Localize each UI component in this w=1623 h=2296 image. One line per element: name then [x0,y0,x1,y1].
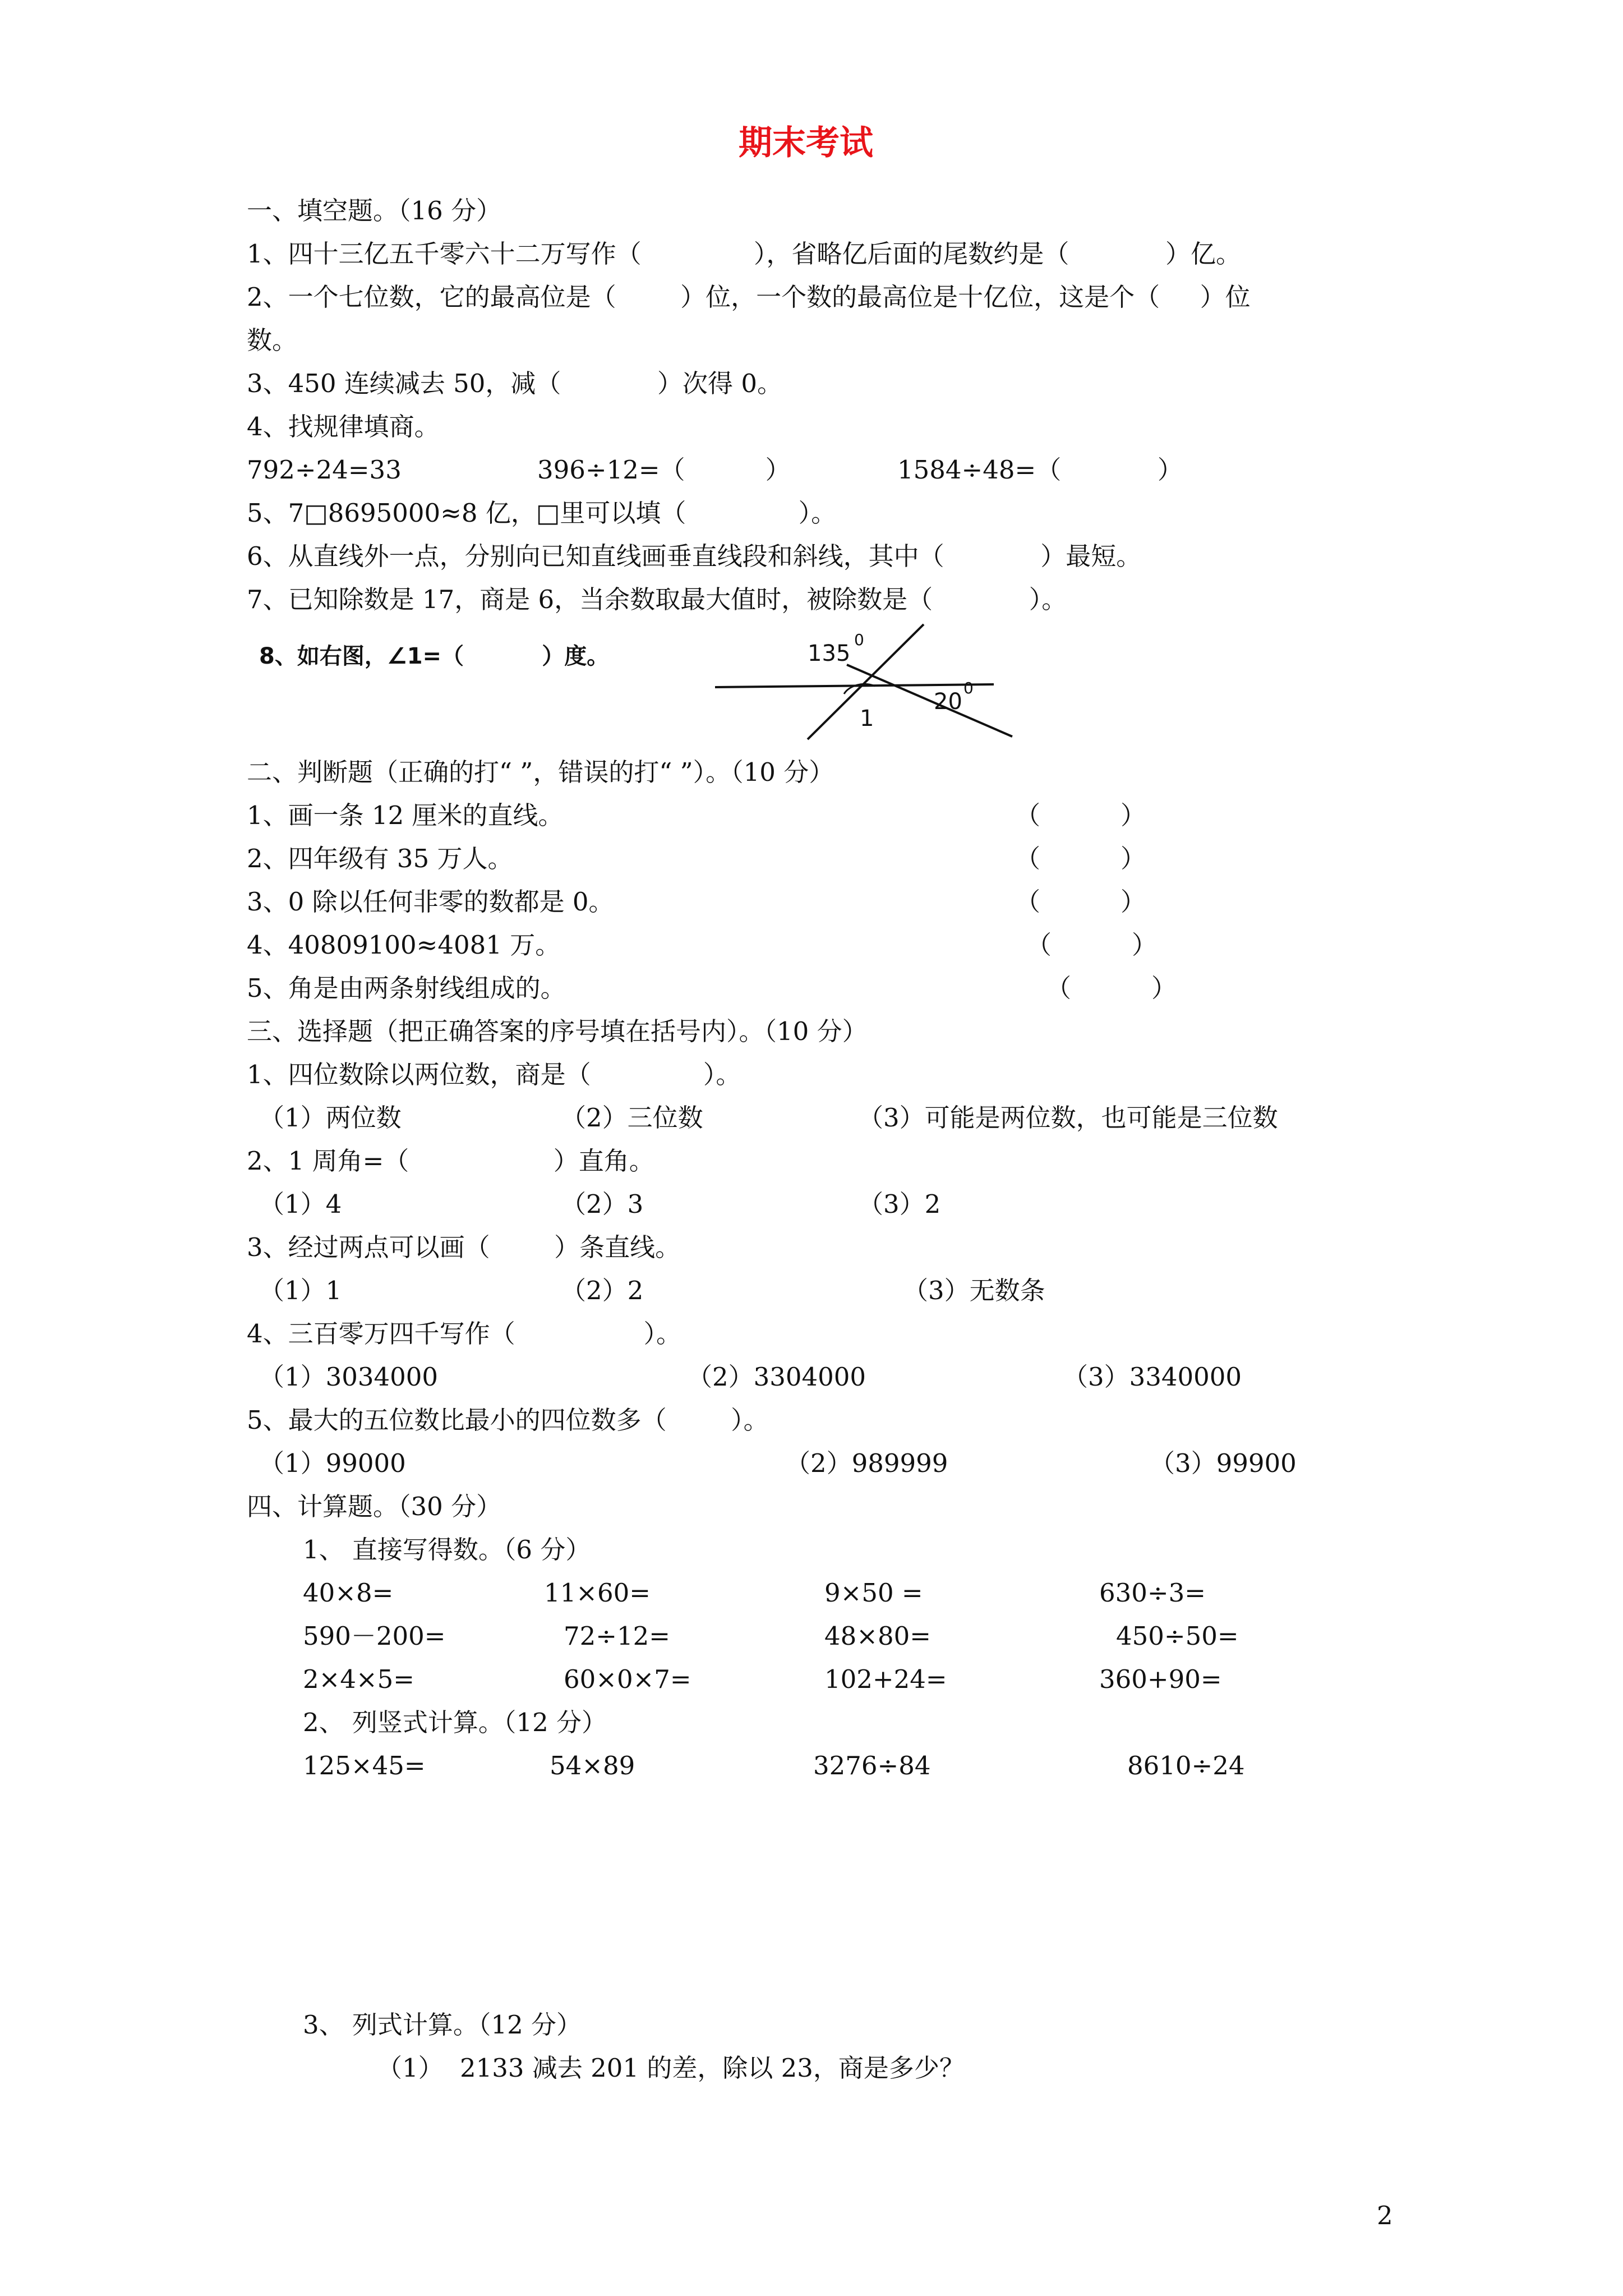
question-1-6: 6、从直线外一点，分别向已知直线画垂直线段和斜线，其中（ ）最短。 [247,541,1142,571]
choice-1-option-2: （2）三位数 [561,1103,703,1133]
choice-3-option-2: （2）2 [561,1276,644,1305]
pattern-item-a: 792÷24=33 [247,455,402,485]
calc-row4-item4: 8610÷24 [1127,1751,1245,1780]
section2-heading: 二、判断题（正确的打“ ”，错误的打“ ”）。（10 分） [247,757,834,787]
figure-angle-1-label: 1 [860,706,874,731]
calc-row4-item1: 125×45= [303,1751,426,1780]
calc-row3-item2: 60×0×7= [564,1664,691,1694]
judge-item-4: 4、40809100≈4081 万。 [247,930,561,960]
question-1-5: 5、7□8695000≈8 亿，□里可以填（ ）。 [247,498,837,528]
figure-angle-b-label: 20 [934,689,962,715]
judge-bracket-5: （ ） [1046,973,1177,1003]
choice-4-option-1: （1）3034000 [259,1362,439,1392]
calc-sub3-q1-text: 2133 减去 201 的差，除以 23，商是多少？ [460,2053,965,2083]
section4-heading: 四、计算题。（30 分） [247,1492,502,1521]
calc-row2-item1: 590－200= [303,1621,446,1651]
figure-angle-a-label: 135 [808,641,851,666]
pattern-item-c: 1584÷48=（ ） [897,455,1183,485]
choice-4-option-3: （3）3340000 [1063,1362,1242,1392]
calc-row4-item2: 54×89 [550,1751,635,1780]
choice-question-1: 1、四位数除以两位数，商是（ ）。 [247,1060,741,1089]
question-1-3: 3、450 连续减去 50，减（ ）次得 0。 [247,369,782,398]
choice-question-5: 5、最大的五位数比最小的四位数多（ ）。 [247,1405,769,1435]
calc-sub1-heading: 1、 直接写得数。（6 分） [303,1535,591,1565]
calc-row3-item3: 102+24= [824,1664,947,1694]
judge-item-2: 2、四年级有 35 万人。 [247,844,513,873]
calc-sub2-heading: 2、 列竖式计算。（12 分） [303,1708,607,1737]
choice-5-option-3: （3）99900 [1150,1448,1297,1478]
judge-bracket-3: （ ） [1015,887,1146,917]
judge-bracket-4: （ ） [1026,930,1158,960]
choice-4-option-2: （2）3304000 [687,1362,866,1392]
judge-bracket-1: （ ） [1015,800,1146,830]
choice-2-option-3: （3）2 [858,1189,941,1219]
figure-angle-b-degree: 0 [963,679,974,697]
section1-heading: 一、填空题。（16 分） [247,196,502,226]
choice-question-2: 2、1 周角=（ ）直角。 [247,1146,654,1176]
calc-sub3-heading: 3、 列式计算。（12 分） [303,2010,582,2040]
section3-heading: 三、选择题（把正确答案的序号填在括号内）。（10 分） [247,1016,868,1046]
calc-row4-item3: 3276÷84 [813,1751,931,1780]
calc-row1-item1: 40×8= [303,1578,394,1608]
choice-3-option-3: （3）无数条 [903,1276,1045,1305]
question-1-4: 4、找规律填商。 [247,412,440,441]
question-1-8: 8、如右图，∠1=（ ）度。 [259,643,610,669]
choice-5-option-1: （1）99000 [259,1448,406,1478]
calc-sub3-q1-number: （1） [377,2053,444,2083]
choice-2-option-1: （1）4 [259,1189,342,1219]
choice-5-option-2: （2）989999 [785,1448,948,1478]
question-1-2b: 数。 [247,325,298,355]
question-1-2a: 2、一个七位数，它的最高位是（ ）位，一个数的最高位是十亿位，这是个（ ）位 [247,282,1251,312]
choice-1-option-1: （1）两位数 [259,1103,402,1133]
choice-3-option-1: （1）1 [259,1276,342,1305]
choice-2-option-2: （2）3 [561,1189,644,1219]
question-1-7: 7、已知除数是 17，商是 6，当余数取最大值时，被除数是（ ）。 [247,585,1067,614]
page-number: 2 [1377,2201,1393,2230]
figure-angle-a-degree: 0 [854,631,864,649]
judge-item-5: 5、角是由两条射线组成的。 [247,973,566,1003]
calc-row3-item1: 2×4×5= [303,1664,415,1694]
choice-question-4: 4、三百零万四千写作（ ）。 [247,1319,681,1349]
calc-row2-item4: 450÷50= [1116,1621,1239,1651]
calc-row1-item2: 11×60= [544,1578,651,1608]
judge-bracket-2: （ ） [1015,844,1146,873]
calc-row2-item3: 48×80= [824,1621,931,1651]
choice-question-3: 3、经过两点可以画（ ）条直线。 [247,1232,681,1262]
calc-row3-item4: 360+90= [1099,1664,1222,1694]
calc-row2-item2: 72÷12= [564,1621,670,1651]
pattern-item-b: 396÷12=（ ） [537,455,791,485]
question-1-1: 1、四十三亿五千零六十二万写作（ ），省略亿后面的尾数约是（ ）亿。 [247,239,1242,269]
calc-row1-item3: 9×50 = [824,1578,923,1608]
choice-1-option-3: （3）可能是两位数，也可能是三位数 [858,1103,1278,1133]
page-title: 期末考试 [739,123,873,163]
judge-item-3: 3、0 除以任何非零的数都是 0。 [247,887,614,917]
judge-item-1: 1、画一条 12 厘米的直线。 [247,800,564,830]
calc-row1-item4: 630÷3= [1099,1578,1206,1608]
